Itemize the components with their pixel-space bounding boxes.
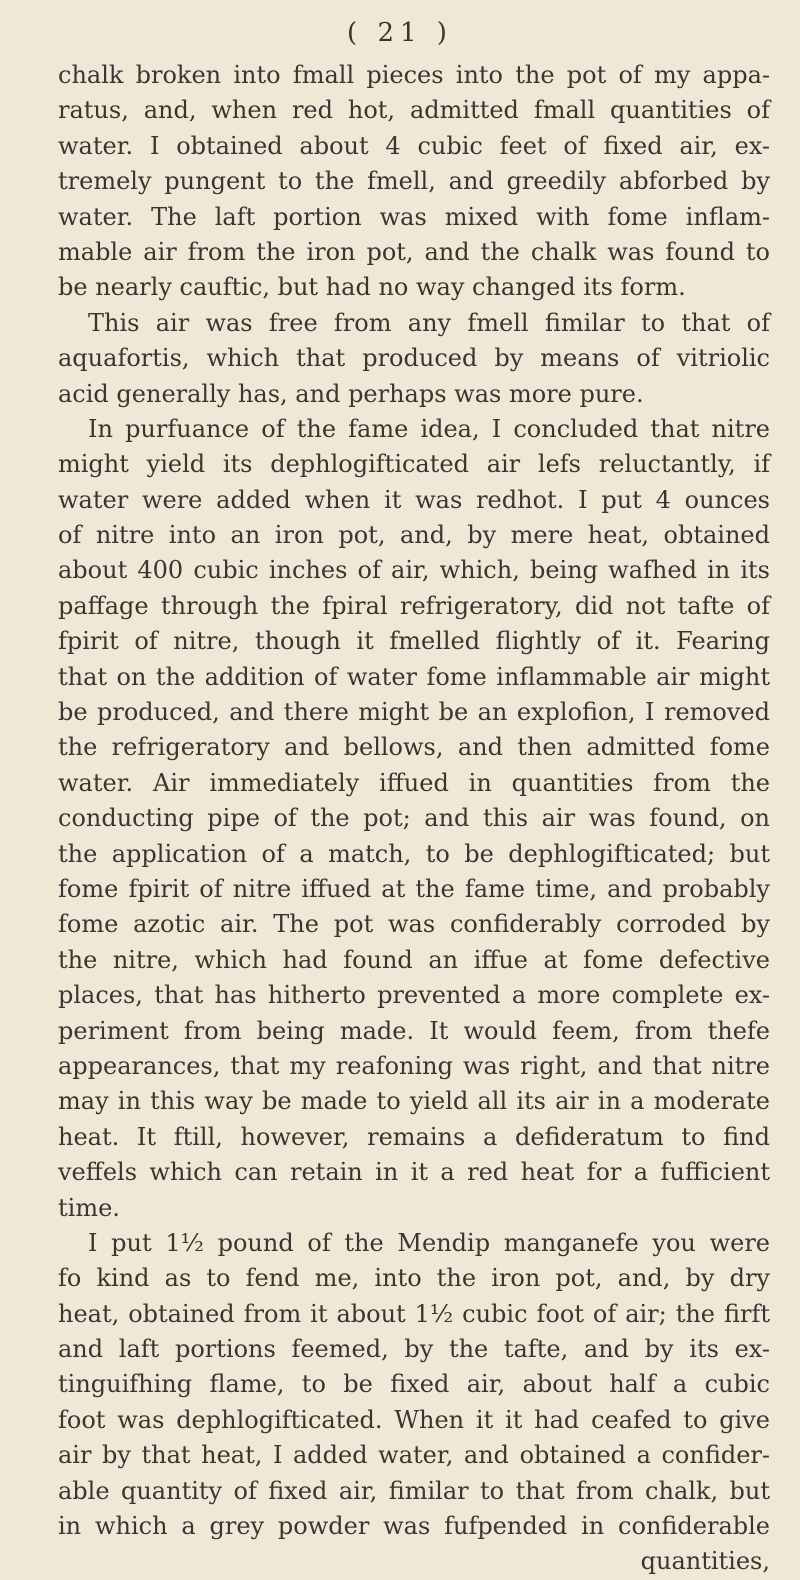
text-line: chalk broken into fmall pieces into the pot of my appa- xyxy=(58,61,770,89)
text-line: time. xyxy=(58,1193,120,1222)
text-line: foot was dephlogifticated. When it it had ceafed to give xyxy=(58,1405,770,1434)
text-line: fome fpirit of nitre iffued at the fame time, and probably xyxy=(58,874,770,903)
text-line: ratus, and, when red hot, admitted fmall quantities of xyxy=(58,96,770,125)
text-line: water were added when it was redhot. I put 4 ounces xyxy=(58,485,770,514)
text-line: fo kind as to fend me, into the iron pot, and, by dry xyxy=(58,1264,770,1293)
text-line: places, that has hitherto prevented a more complete ex- xyxy=(58,981,770,1010)
text-line: water. I obtained about 4 cubic feet of fixed air, ex- xyxy=(58,131,770,160)
text-line: appearances, that my reafoning was right, and that nitre xyxy=(58,1051,770,1080)
body-text xyxy=(58,58,770,1580)
text-line: about 400 cubic inches of air, which, being wafhed in its xyxy=(58,556,770,585)
text-line: water. Air immediately iffued in quantities from the xyxy=(58,768,770,797)
page-number: ( 21 ) xyxy=(347,18,453,48)
text-line: heat. It ftill, however, remains a defideratum to find xyxy=(58,1122,770,1151)
text-line: may in this way be made to yield all its air in a moderate xyxy=(58,1087,770,1116)
text-line: This air was free from any fmell fimilar to that of xyxy=(88,308,770,337)
text-line: veffels which can retain in it a red heat for a fufficient xyxy=(58,1158,770,1187)
text-line: paffage through the fpiral refrigeratory, did not tafte of xyxy=(58,591,770,620)
text-line: of nitre into an iron pot, and, by mere heat, obtained xyxy=(58,521,770,550)
text-line: heat, obtained from it about 1½ cubic foot of air; the firft xyxy=(58,1299,770,1328)
text-line: air by that heat, I added water, and obtained a confider- xyxy=(58,1441,770,1470)
text-line: acid generally has, and perhaps was more pure. xyxy=(58,379,644,408)
text-line: conducting pipe of the pot; and this air was found, on xyxy=(58,804,770,833)
text-line: In purfuance of the fame idea, I concluded that nitre xyxy=(88,414,770,443)
text-line: the refrigeratory and bellows, and then admitted fome xyxy=(58,733,770,762)
text-line: fome azotic air. The pot was confiderably corroded by xyxy=(58,910,770,939)
text-line: water. The laft portion was mixed with fome inflam- xyxy=(58,202,770,231)
text-line: aquafortis, which that produced by means of vitriolic xyxy=(58,344,770,373)
text-line: fpirit of nitre, though it fmelled flightly of it. Fearing xyxy=(58,627,770,656)
text-line: and laft portions feemed, by the tafte, and by its ex- xyxy=(58,1335,770,1364)
text-line: the nitre, which had found an iffue at fome defective xyxy=(58,945,770,974)
text-line: might yield its dephlogifticated air lefs reluctantly, if xyxy=(58,450,770,479)
text-line: able quantity of fixed air, fimilar to that from chalk, but xyxy=(58,1476,770,1505)
text-line: mable air from the iron pot, and the chalk was found to xyxy=(58,237,770,266)
text-line: that on the addition of water fome inflammable air might xyxy=(58,662,770,691)
text-line: tinguifhing flame, to be fixed air, about half a cubic xyxy=(58,1370,770,1399)
text-line: periment from being made. It would feem, from thefe xyxy=(58,1016,770,1045)
text-line: be nearly cauftic, but had no way changed its form. xyxy=(58,273,686,302)
text-line: in which a grey powder was fufpended in confiderable xyxy=(58,1512,770,1541)
text-line: the application of a match, to be dephlogifticated; but xyxy=(58,839,770,868)
text-line: I put 1½ pound of the Mendip manganefe you were xyxy=(88,1228,770,1257)
text-line: tremely pungent to the fmell, and greedily abforbed by xyxy=(58,167,770,196)
text-line: be produced, and there might be an explofion, I removed xyxy=(58,698,770,727)
catchword: quantities, xyxy=(640,1547,770,1576)
